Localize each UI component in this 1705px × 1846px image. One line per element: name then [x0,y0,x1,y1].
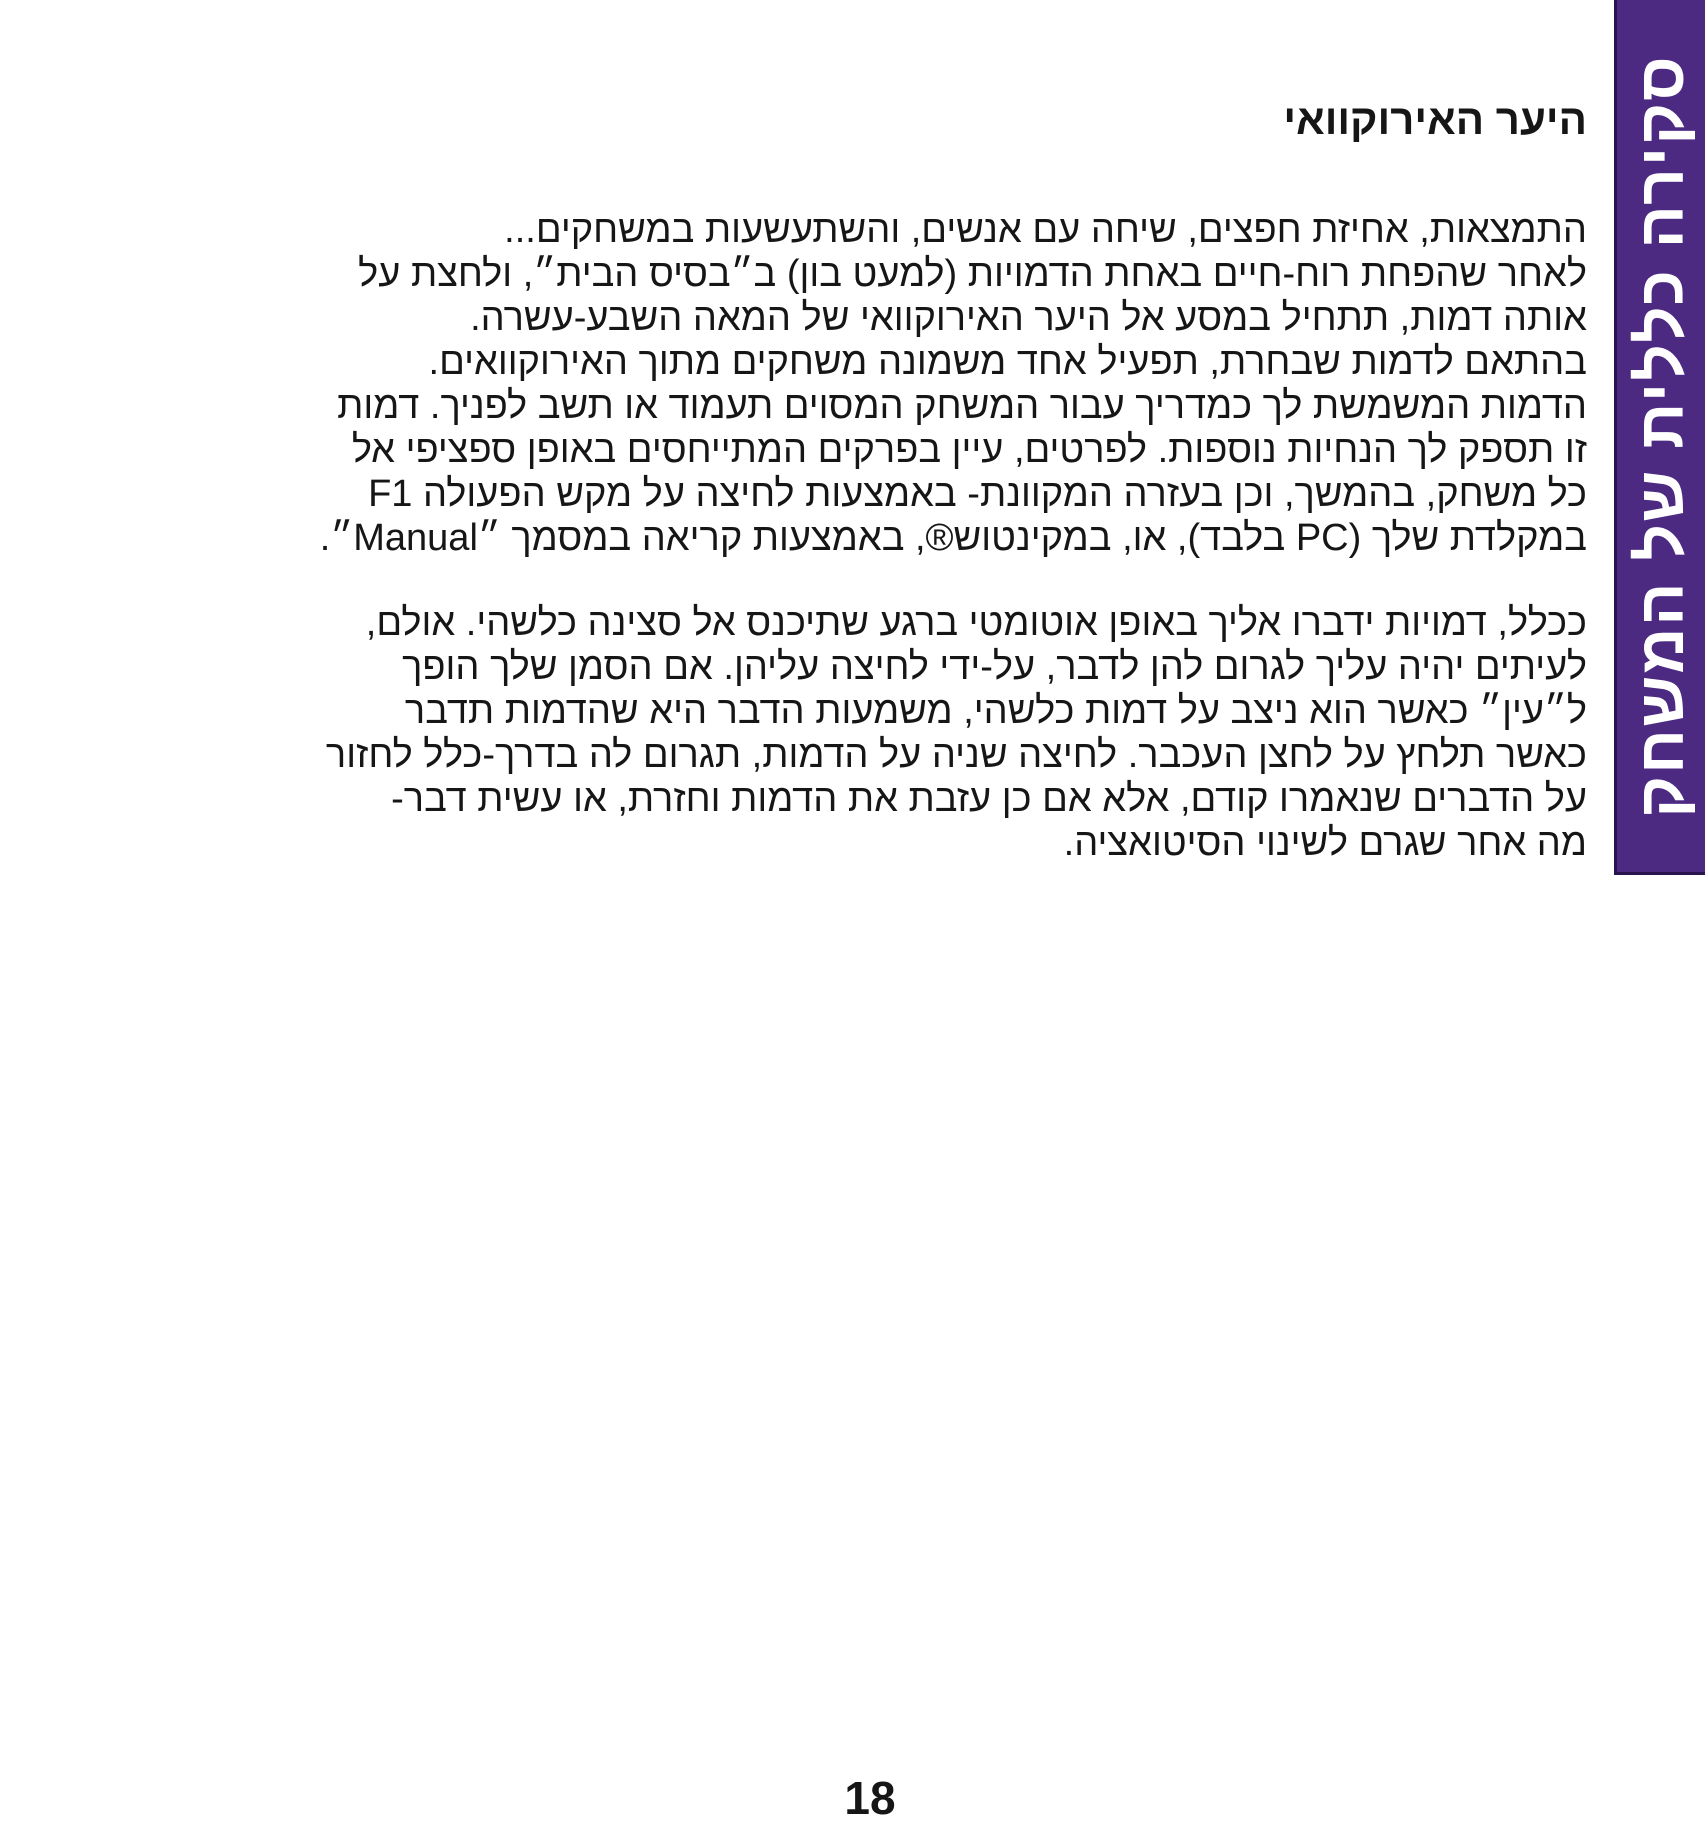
paragraph-2-line: כאשר תלחץ על לחצן העכבר. לחיצה שניה על הדמות, תגרום לה בדרך-כלל לחזור [325,734,1587,776]
paragraph-1 [92,208,1587,560]
paragraph-1-line: הדמות המשמשת לך כמדריך עבור המשחק המסוים תעמוד או תשב לפניך. דמות [337,385,1587,427]
paragraph-2-line: מה אחר שגרם לשינוי הסיטואציה. [1063,822,1587,864]
chapter-side-tab [1614,0,1705,875]
page-number: 18 [844,1772,896,1824]
paragraph-1-line: בהתאם לדמות שבחרת, תפעיל אחד משמונה משחקים מתוך האירוקוואים. [428,341,1587,383]
section-title: היער האירוקוואי [1283,96,1587,143]
paragraph-2-line: לעיתים יהיה עליך לגרום להן לדבר, על-ידי לחיצה עליהן. אם הסמן שלך הופך [402,646,1587,688]
paragraph-2 [92,601,1587,865]
paragraph-1-line: כל משחק, בהמשך, וכן בעזרה המקוונת- באמצעות לחיצה על מקש הפעולה F1 [368,473,1587,515]
paragraph-1-line: במקלדת שלך (PC בלבד), או, במקינטוש®, באמצעות קריאה במסמך ״Manual״. [319,517,1587,559]
paragraph-2-line: ל״עין״ כאשר הוא ניצב על דמות כלשהי, משמעות הדבר היא שהדמות תדבר [404,690,1587,732]
paragraph-2-line: ככלל, דמויות ידברו אליך באופן אוטומטי ברגע שתיכנס אל סצינה כלשהי. אולם, [365,602,1587,644]
paragraph-1-line: התמצאות, אחיזת חפצים, שיחה עם אנשים, והשתעשעות במשחקים... [504,209,1587,251]
paragraph-1-line: אותה דמות, תתחיל במסע אל היער האירוקוואי של המאה השבע-עשרה. [470,297,1587,339]
chapter-side-tab-label: סקירה כללית של המשחק [1625,54,1697,818]
page-content [92,90,1587,865]
paragraph-1-line: לאחר שהפחת רוח-חיים באחת הדמויות (למעט בון) ב״בסיס הבית״, ולחצת על [358,253,1587,295]
paragraph-2-line: על הדברים שנאמרו קודם, אלא אם כן עזבת את הדמות וחזרת, או עשית דבר- [391,778,1587,820]
paragraph-1-line: זו תספק לך הנחיות נוספות. לפרטים, עיין בפרקים המתייחסים באופן ספציפי אל [351,429,1587,471]
